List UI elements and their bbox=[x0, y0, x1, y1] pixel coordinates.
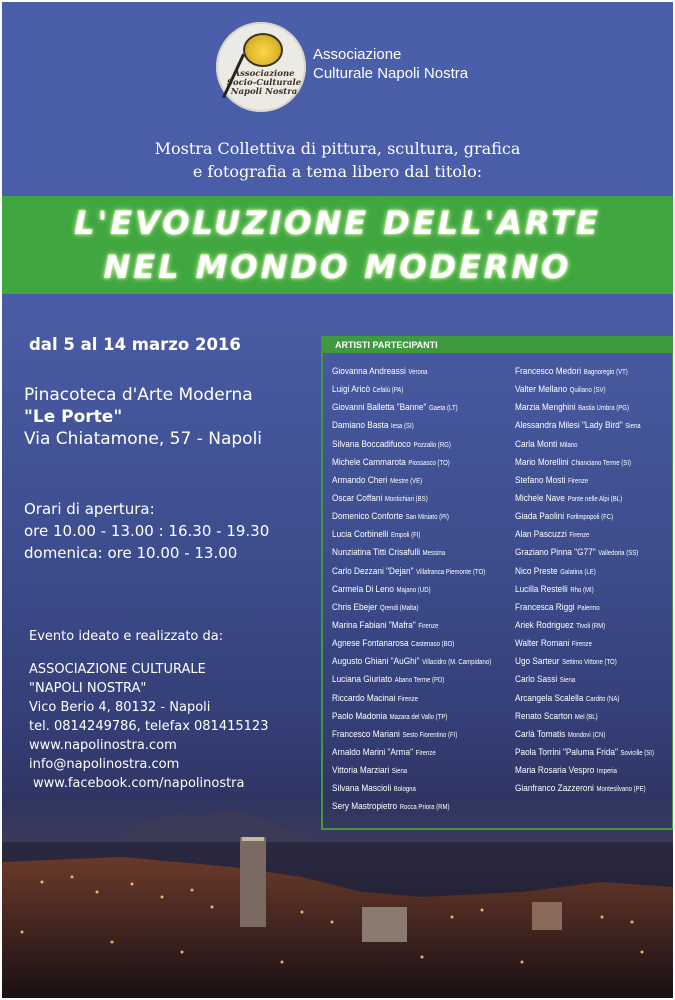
artist-item bbox=[332, 708, 491, 726]
artist-item bbox=[515, 508, 648, 526]
artist-city: Firenze bbox=[397, 695, 418, 703]
artist-name: Armando Cheri bbox=[332, 474, 388, 486]
organizer-name: ASSOCIAZIONE CULTURALE bbox=[29, 662, 206, 677]
hours-label: Orari di apertura: bbox=[24, 500, 155, 518]
organizer-block bbox=[29, 627, 268, 793]
artist-city: Forlimpopoli (FC) bbox=[566, 514, 614, 522]
organizer-phone: tel. 0814249786, telefax 081415123 bbox=[29, 719, 269, 734]
logo bbox=[216, 22, 306, 112]
artist-item bbox=[515, 726, 648, 744]
artist-name: Arnaldo Marini "Arma" bbox=[332, 746, 414, 758]
artist-name: Augusto Ghiani "AuGhi" bbox=[332, 656, 420, 668]
artist-city: Rho (MI) bbox=[570, 586, 594, 594]
artist-name: Lucia Corbinelli bbox=[332, 529, 389, 541]
logo-text bbox=[224, 70, 304, 97]
artist-city: Valledoria (SS) bbox=[598, 550, 639, 558]
artist-item bbox=[332, 690, 491, 708]
artist-name: Gianfranco Zazzeroni bbox=[515, 783, 594, 795]
title-line-2: NEL MONDO MODERNO bbox=[103, 248, 572, 286]
artist-name: Valter Mellano bbox=[515, 384, 568, 396]
artist-item bbox=[515, 363, 648, 381]
artist-item bbox=[332, 563, 491, 581]
artist-name: Paola Torrini "Paluma Frida" bbox=[515, 746, 618, 758]
artist-item bbox=[515, 708, 648, 726]
artist-name: Renato Scarton bbox=[515, 710, 573, 722]
artist-city: Firenze bbox=[571, 641, 592, 649]
artist-city: Messina bbox=[422, 550, 446, 558]
artist-city: Galatina (LE) bbox=[560, 568, 596, 576]
artist-item bbox=[515, 599, 648, 617]
artist-item bbox=[515, 635, 648, 653]
artist-item bbox=[332, 381, 491, 399]
artist-item bbox=[515, 436, 648, 454]
intro-line: Mostra Collettiva di pittura, scultura, grafica bbox=[154, 139, 521, 158]
artists-header: ARTISTI PARTECIPANTI bbox=[323, 338, 672, 353]
artist-city: Montesilvano (PE) bbox=[596, 786, 646, 794]
artist-name: Ugo Sarteur bbox=[515, 656, 560, 668]
artist-city: Rocca Priora (RM) bbox=[399, 804, 450, 812]
artist-name: Walter Romani bbox=[515, 638, 570, 650]
artist-item bbox=[515, 417, 648, 435]
artist-name: Michele Nave bbox=[515, 492, 565, 504]
artist-name: Alan Pascuzzi bbox=[515, 529, 567, 541]
artist-name: Lucilla Restelli bbox=[515, 583, 568, 595]
artist-item bbox=[332, 599, 491, 617]
artist-city: Bologna bbox=[393, 786, 416, 794]
artist-name: Oscar Coffani bbox=[332, 492, 383, 504]
org-name bbox=[313, 45, 468, 83]
artist-item bbox=[515, 490, 648, 508]
artist-city: Tivoli (RM) bbox=[576, 622, 606, 630]
exhibition-dates: dal 5 al 14 marzo 2016 bbox=[29, 335, 241, 354]
artist-item bbox=[515, 544, 648, 562]
artist-name: Riccardo Macinai bbox=[332, 692, 396, 704]
artist-city: Sesto Fiorentino (FI) bbox=[402, 731, 458, 739]
artist-item bbox=[515, 653, 648, 671]
artist-name: Chris Ebejer bbox=[332, 601, 378, 613]
artist-city: Piossasco (TO) bbox=[408, 459, 450, 467]
artist-name: Graziano Pinna "G77" bbox=[515, 547, 596, 559]
artist-item bbox=[332, 653, 491, 671]
organizer-address: Vico Berio 4, 80132 - Napoli bbox=[29, 700, 211, 715]
artist-item bbox=[515, 381, 648, 399]
artist-item bbox=[332, 454, 491, 472]
artist-name: Francesco Mariani bbox=[332, 728, 400, 740]
artist-item bbox=[515, 454, 648, 472]
artist-name: Carlo Sassi bbox=[515, 674, 558, 686]
artist-city: Mestre (VE) bbox=[390, 477, 423, 485]
artist-city: Quiliano (SV) bbox=[569, 387, 606, 395]
artist-city: Firenze bbox=[415, 749, 436, 757]
artist-item bbox=[332, 490, 491, 508]
artist-name: Agnese Fontanarosa bbox=[332, 638, 409, 650]
artist-city: Sovicille (SI) bbox=[620, 749, 654, 757]
artist-city: Bagnoregio (VT) bbox=[583, 369, 628, 376]
artist-name: Luigi Aricò bbox=[332, 384, 371, 396]
artist-name: Alessandra Milesi "Lady Bird" bbox=[515, 420, 623, 432]
artist-name: Francesca Riggi bbox=[515, 601, 575, 613]
artist-city: Siena bbox=[559, 677, 576, 685]
artist-item bbox=[332, 635, 491, 653]
artist-name: Nico Preste bbox=[515, 565, 558, 577]
artist-name: Carlo Dezzani "Dejan" bbox=[332, 565, 414, 577]
artist-city: Siena bbox=[391, 768, 408, 776]
artist-item bbox=[515, 526, 648, 544]
artist-name: Arcangela Scalella bbox=[515, 692, 584, 704]
artist-name: Damiano Basta bbox=[332, 420, 389, 432]
org-name-line: Associazione bbox=[313, 46, 402, 63]
artist-name: Mario Morellini bbox=[515, 456, 569, 468]
artist-city: Mondovì (CN) bbox=[567, 731, 606, 739]
artist-item bbox=[515, 581, 648, 599]
artist-city: Pozzallo (RG) bbox=[413, 441, 451, 449]
artist-city: Cefalù (PA) bbox=[372, 387, 404, 395]
artist-name: Maria Rosaria Vespro bbox=[515, 765, 595, 777]
artist-item bbox=[332, 726, 491, 744]
artist-city: Iesa (SI) bbox=[390, 423, 414, 431]
artist-city: Firenze bbox=[418, 622, 439, 630]
artist-city: Majano (UD) bbox=[396, 586, 431, 594]
artist-city: Settimo Vittone (TO) bbox=[562, 659, 617, 667]
artist-city: Imperia bbox=[596, 768, 617, 776]
artist-name: Giovanna Andreassi bbox=[332, 366, 406, 377]
artist-item bbox=[332, 617, 491, 635]
artist-item bbox=[515, 399, 648, 417]
artist-name: Michele Cammarota bbox=[332, 456, 406, 468]
artist-name: Giada Paolini bbox=[515, 511, 565, 523]
email-link[interactable]: info@napolinostra.com bbox=[29, 757, 180, 772]
artist-city: Gaeta (LT) bbox=[428, 405, 458, 413]
artist-item bbox=[332, 780, 491, 798]
artist-city: Firenze bbox=[569, 532, 590, 540]
logo-text-line: Socio-Culturale bbox=[226, 78, 302, 88]
artist-city: Verona bbox=[408, 369, 428, 376]
city-skyline bbox=[2, 822, 673, 998]
artist-name: Sery Mastropietro bbox=[332, 801, 398, 813]
artist-item bbox=[332, 508, 491, 526]
artist-city: Empoli (FI) bbox=[390, 532, 421, 540]
artist-item bbox=[332, 581, 491, 599]
artist-name: Giovanni Balletta "Banne" bbox=[332, 402, 427, 414]
organizer-label: Evento ideato e realizzato da: bbox=[29, 629, 224, 644]
artist-name: Marina Fabiani "Mafra" bbox=[332, 619, 416, 631]
artists-list-right bbox=[515, 363, 670, 798]
artist-name: Vittoria Marziari bbox=[332, 765, 390, 777]
sun-icon bbox=[243, 33, 283, 67]
artist-item bbox=[332, 744, 491, 762]
artist-item bbox=[332, 472, 491, 490]
artist-city: Cardito (NA) bbox=[585, 695, 620, 703]
artist-name: Marzia Menghini bbox=[515, 402, 576, 414]
artist-item bbox=[332, 363, 491, 381]
artist-item bbox=[332, 526, 491, 544]
artist-item bbox=[515, 617, 648, 635]
opening-hours bbox=[24, 498, 269, 564]
website-link[interactable]: www.napolinostra.com bbox=[29, 738, 177, 753]
artist-item bbox=[332, 544, 491, 562]
artist-city: Milano bbox=[559, 441, 578, 449]
artist-city: Villafranca Piemonte (TO) bbox=[416, 568, 486, 576]
venue-subtitle: "Le Porte" bbox=[24, 407, 123, 427]
artist-name: Silvana Boccadifuoco bbox=[332, 438, 411, 450]
artist-city: Firenze bbox=[568, 477, 589, 485]
artist-item bbox=[515, 744, 654, 762]
artist-name: Carmela Di Leno bbox=[332, 583, 394, 595]
artist-item bbox=[515, 780, 648, 798]
artist-city: Montichiari (BS) bbox=[384, 495, 428, 503]
artist-city: Qrendi (Malta) bbox=[379, 604, 419, 612]
hours-sunday: domenica: ore 10.00 - 13.00 bbox=[24, 544, 238, 562]
organizer-name-2: "NAPOLI NOSTRA" bbox=[29, 681, 147, 696]
title-banner bbox=[2, 196, 673, 294]
artist-city: Ponte nelle Alpi (BL) bbox=[567, 495, 623, 503]
artist-item bbox=[515, 563, 648, 581]
artist-name: Luciana Giuriato bbox=[332, 674, 393, 686]
artist-name: Stefano Mosti bbox=[515, 474, 566, 486]
poster bbox=[2, 2, 673, 998]
artist-city: Bastia Umbra (PG) bbox=[578, 405, 629, 413]
artists-panel bbox=[321, 336, 673, 830]
artist-name: Ariek Rodriguez bbox=[515, 619, 574, 631]
org-name-line: Culturale Napoli Nostra bbox=[313, 65, 469, 82]
artist-name: Francesco Medori bbox=[515, 366, 582, 377]
artist-city: Mazara del Vallo (TP) bbox=[389, 713, 448, 721]
artist-city: Villacidro (M. Campidano) bbox=[422, 659, 492, 667]
artist-city: Siena bbox=[625, 423, 641, 431]
artists-list-left bbox=[332, 363, 517, 817]
artist-city: San Miniato (PI) bbox=[405, 514, 449, 522]
intro-text bbox=[2, 137, 673, 183]
artist-item bbox=[332, 417, 491, 435]
artist-name: Silvana Mascioli bbox=[332, 783, 392, 795]
title-line-1: L'EVOLUZIONE DELL'ARTE bbox=[74, 204, 601, 242]
artist-name: Domenico Conforte bbox=[332, 511, 404, 523]
artist-item bbox=[515, 472, 648, 490]
artist-city: Abano Terme (PD) bbox=[394, 677, 445, 685]
artist-city: Palermo bbox=[577, 604, 600, 612]
venue-name: Pinacoteca d'Arte Moderna bbox=[24, 385, 253, 405]
artist-name: Carlà Tomatis bbox=[515, 728, 566, 740]
artist-item bbox=[332, 671, 491, 689]
artist-city: Mel (BL) bbox=[574, 713, 598, 721]
intro-line: e fotografia a tema libero dal titolo: bbox=[192, 162, 483, 181]
artist-item bbox=[332, 436, 491, 454]
artist-name: Nunziatina Titti Crisafulli bbox=[332, 547, 421, 559]
logo-text-line: Associazione bbox=[233, 69, 295, 79]
artist-item bbox=[332, 399, 491, 417]
venue-address: Via Chiatamone, 57 - Napoli bbox=[24, 429, 263, 449]
artist-name: Paolo Madonia bbox=[332, 710, 388, 722]
venue bbox=[24, 384, 262, 450]
artist-item bbox=[332, 762, 491, 780]
artist-item bbox=[515, 671, 648, 689]
logo-text-line: Napoli Nostra bbox=[230, 87, 298, 97]
artist-city: Castenaso (BO) bbox=[411, 641, 455, 649]
artist-city: Chianciano Terme (SI) bbox=[571, 459, 632, 467]
artist-item bbox=[515, 690, 648, 708]
facebook-link[interactable]: www.facebook.com/napolinostra bbox=[33, 776, 245, 791]
artist-item bbox=[515, 762, 648, 780]
hours-weekday: ore 10.00 - 13.00 : 16.30 - 19.30 bbox=[24, 522, 270, 540]
artist-name: Carla Monti bbox=[515, 438, 558, 450]
